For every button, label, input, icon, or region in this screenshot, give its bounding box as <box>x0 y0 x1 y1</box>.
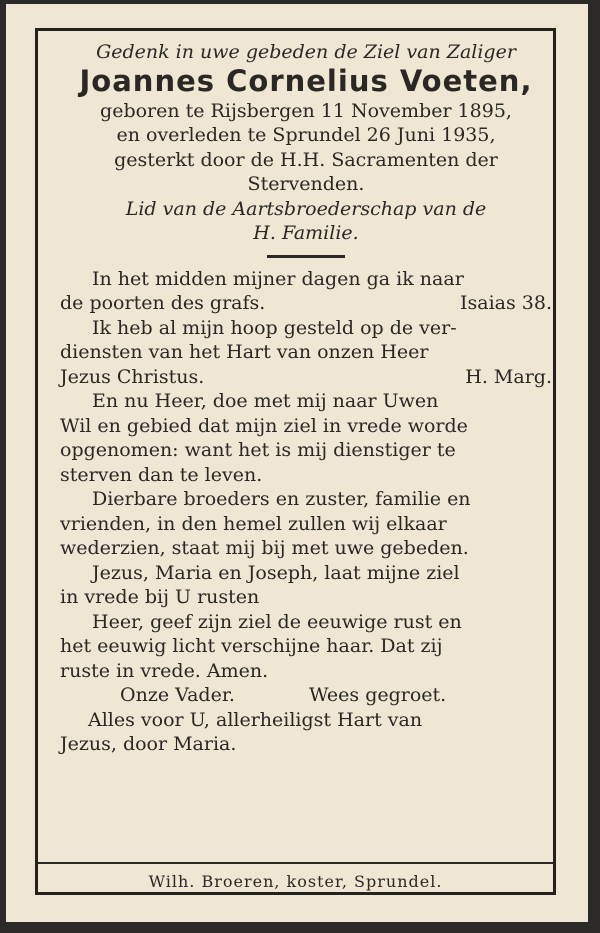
divider-rule <box>267 255 345 258</box>
verse-last-line <box>60 291 552 316</box>
verse-3 <box>60 389 552 487</box>
verse-6 <box>60 610 552 684</box>
verse-line: sterven dan te leven. <box>60 463 263 486</box>
verse-line: opgenomen: want het is mij dienstiger te <box>60 439 456 461</box>
membership-line-1: Lid van de Aartsbroederschap van de <box>125 197 487 220</box>
prayer-our-father: Onze Vader. <box>120 684 235 706</box>
verse-line: En nu Heer, doe met mij naar Uwen <box>92 390 439 412</box>
verse-text: de poorten des grafs. <box>60 292 266 314</box>
card-content <box>60 40 552 757</box>
verse-line: wederzien, staat mij bij met uwe gebeden. <box>60 537 469 559</box>
verse-2 <box>60 316 552 390</box>
verse-source: Isaias 38. <box>460 292 552 314</box>
death-line: en overleden te Sprundel 26 Juni 1935, <box>116 124 496 146</box>
sacraments-line-1: gesterkt door de H.H. Sacramenten der <box>114 148 498 171</box>
verse-line: het eeuwig licht verschijne haar. Dat zij <box>60 635 443 657</box>
verse-1 <box>60 267 552 316</box>
verse-line: in vrede bij U rusten <box>60 586 260 608</box>
verse-line: Heer, geef zijn ziel de eeuwige rust en <box>92 610 462 633</box>
closing-line-1: Alles voor U, allerheiligst Hart van <box>88 708 423 731</box>
memorial-card <box>6 4 588 922</box>
verse-line: diensten van het Hart van onzen Heer <box>60 341 429 363</box>
verse-text: Jezus Christus. <box>60 365 205 388</box>
verse-line: Jezus, Maria en Joseph, laat mijne ziel <box>92 561 460 584</box>
verse-line: ruste in vrede. Amen. <box>60 659 269 682</box>
verse-4 <box>60 487 552 561</box>
verse-line: Wil en gebied dat mijn ziel in vrede worde <box>60 414 468 437</box>
verse-5 <box>60 561 552 610</box>
verse-line: Ik heb al mijn hoop gesteld op de ver- <box>92 316 457 339</box>
verse-source: H. Marg. <box>465 365 552 388</box>
prayer-hail-mary: Wees gegroet. <box>308 684 447 706</box>
remembrance-line: Gedenk in uwe gebeden de Ziel van Zaliger <box>96 41 516 63</box>
closing-line-2: Jezus, door Maria. <box>60 733 237 755</box>
sacraments-line-2: Stervenden. <box>247 173 365 195</box>
verse-line: vrienden, in den hemel zullen wij elkaar <box>60 512 447 535</box>
footer-rule <box>38 862 553 864</box>
verse-line: In het midden mijner dagen ga ik naar <box>92 267 464 290</box>
printer-credit: Wilh. Broeren, koster, Sprundel. <box>148 872 443 891</box>
verse-line: Dierbare broeders en zuster, familie en <box>92 488 471 510</box>
membership-line-2: H. Familie. <box>253 222 359 244</box>
deceased-name: Joannes Cornelius Voeten, <box>79 63 533 98</box>
verse-last-line <box>60 365 552 390</box>
birth-line: geboren te Rijsbergen 11 November 1895, <box>100 99 512 122</box>
prayers-line <box>60 683 552 708</box>
